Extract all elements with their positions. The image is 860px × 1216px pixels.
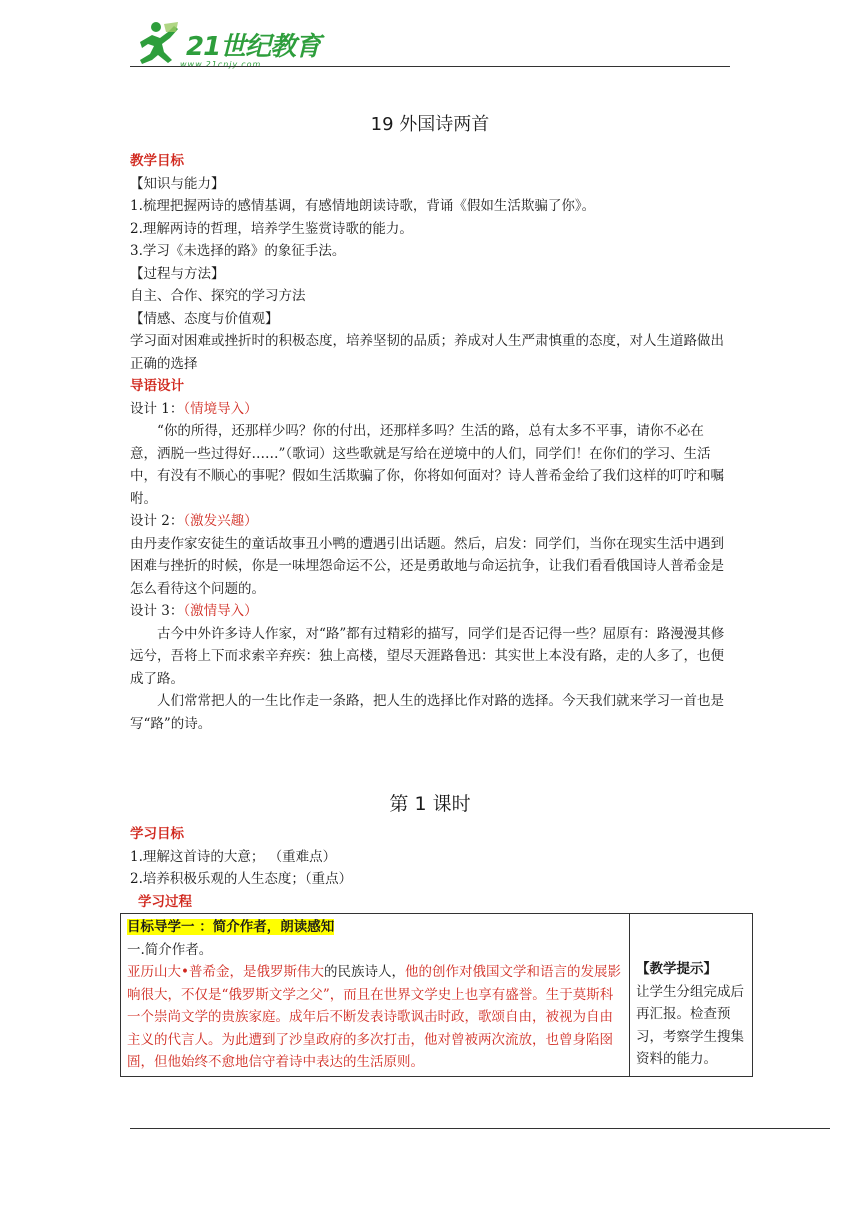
design3-text-2: 人们常常把人的一生比作走一条路，把人生的选择比作对路的选择。今天我们就来学习一首也是写“路”的诗。 — [130, 693, 724, 732]
runner-logo-icon — [130, 20, 182, 66]
knowledge-item: 1.梳理把握两诗的感情基调，有感情地朗读诗歌，背诵《假如生活欺骗了你》。 — [130, 198, 596, 214]
design1-line — [130, 398, 730, 421]
design2-tag: （激发兴趣） — [183, 513, 258, 529]
document-body — [127, 112, 744, 1077]
activity-table — [120, 913, 753, 1077]
author-text-red: 他的创作对俄国文学和语言的发展影响很大，不仅是“俄罗斯文学之父”，而且在世界文学史上也享有盛誉。生于莫斯科一个崇尚文学的贵族家庭。成年后不断发表诗歌讽击时政，歌颂自由，被视为自由主义的代言人。为此遭到了沙皇政府的多次打击，他对曾被两次流放，也曾身陷囹圄，但他始终不愈地信守着诗中表达的生活原则。 — [127, 964, 621, 1070]
tip-cell — [630, 914, 753, 1077]
author-text: 的民族诗人， — [323, 964, 405, 980]
learning-goal: 1.理解这首诗的大意； （重难点） — [130, 848, 337, 865]
tip-heading: 【教学提示】 — [636, 961, 717, 977]
logo-wordmark: 21世纪教育 — [186, 32, 321, 62]
knowledge-heading: 【知识与能力】 — [130, 175, 225, 192]
design3-label: 设计 3： — [130, 603, 184, 619]
lesson-title: 第 1 课时 — [389, 793, 471, 815]
learning-process-heading: 学习过程 — [138, 893, 192, 910]
design2-text: 由丹麦作家安徒生的童话故事丑小鸭的遭遇引出话题。然后，启发：同学们，当你在现实生活中遇到困难与挫折的时候，你是一味埋怨命运不公，还是勇敢地与命运抗争，让我们看看俄国诗人普希金是怎么看待这个问题的。 — [130, 535, 724, 597]
tip-text: 让学生分组完成后再汇报。检查预习，考察学生搜集资料的能力。 — [636, 983, 744, 1067]
design1-label: 设计 1： — [130, 400, 184, 417]
page-header — [130, 20, 730, 70]
learning-goals-heading: 学习目标 — [130, 826, 184, 842]
design1-tag: （情境导入） — [183, 400, 258, 417]
header-divider — [130, 66, 730, 67]
process-text: 自主、合作、探究的学习方法 — [130, 288, 306, 304]
values-heading: 【情感、态度与价值观】 — [130, 310, 279, 327]
design2-label: 设计 2： — [130, 513, 184, 529]
design3-line — [130, 600, 730, 623]
learning-goal: 2.培养积极乐观的人生态度；（重点） — [130, 871, 353, 887]
table-row — [121, 914, 753, 1077]
design3-text-1: 古今中外许多诗人作家，对“路”都有过精彩的描写，同学们是否记得一些？屈原有：路漫漫其修远兮，吾将上下而求索辛弃疾：独上高楼，望尽天涯路鲁迅：其实世上本没有路，走的人多了，也便成了路。 — [130, 625, 725, 687]
teaching-goals-heading: 教学目标 — [130, 153, 184, 169]
step-heading: 目标导学一 ：简介作者，朗读感知 — [127, 919, 335, 935]
author-text-red: 亚历山大•普希金，是俄罗斯伟大 — [127, 964, 324, 980]
author-intro — [127, 961, 623, 1074]
design3-tag: （激情导入） — [183, 603, 258, 619]
knowledge-item: 3.学习《未选择的路》的象征手法。 — [130, 243, 346, 259]
knowledge-item: 2.理解两诗的哲理，培养学生鉴赏诗歌的能力。 — [130, 220, 413, 237]
intro-heading: 导语设计 — [130, 378, 184, 394]
values-text: 学习面对困难或挫折时的积极态度，培养坚韧的品质；养成对人生严肃慎重的态度，对人生道路做出正确的选择 — [130, 333, 724, 372]
activity-cell — [121, 914, 630, 1077]
sub-heading: 一.简介作者。 — [127, 941, 213, 958]
footer-divider — [130, 1128, 830, 1129]
design1-text: “你的所得，还那样少吗？你的付出，还那样多吗？生活的路，总有太多不平事，请你不必在意，洒脱一些过得好……”（歌词）这些歌就是写给在逆境中的人们，同学们！在你们的学习、生活中，有没有不顺心的事呢？假如生活欺骗了你，你将如何面对？诗人普希金给了我们这样的叮咛和嘱咐。 — [130, 423, 724, 507]
design2-line — [130, 510, 730, 533]
process-heading: 【过程与方法】 — [130, 265, 225, 282]
logo-url: www.21cnjy.com — [180, 60, 262, 69]
page-title: 19 外国诗两首 — [370, 114, 490, 135]
